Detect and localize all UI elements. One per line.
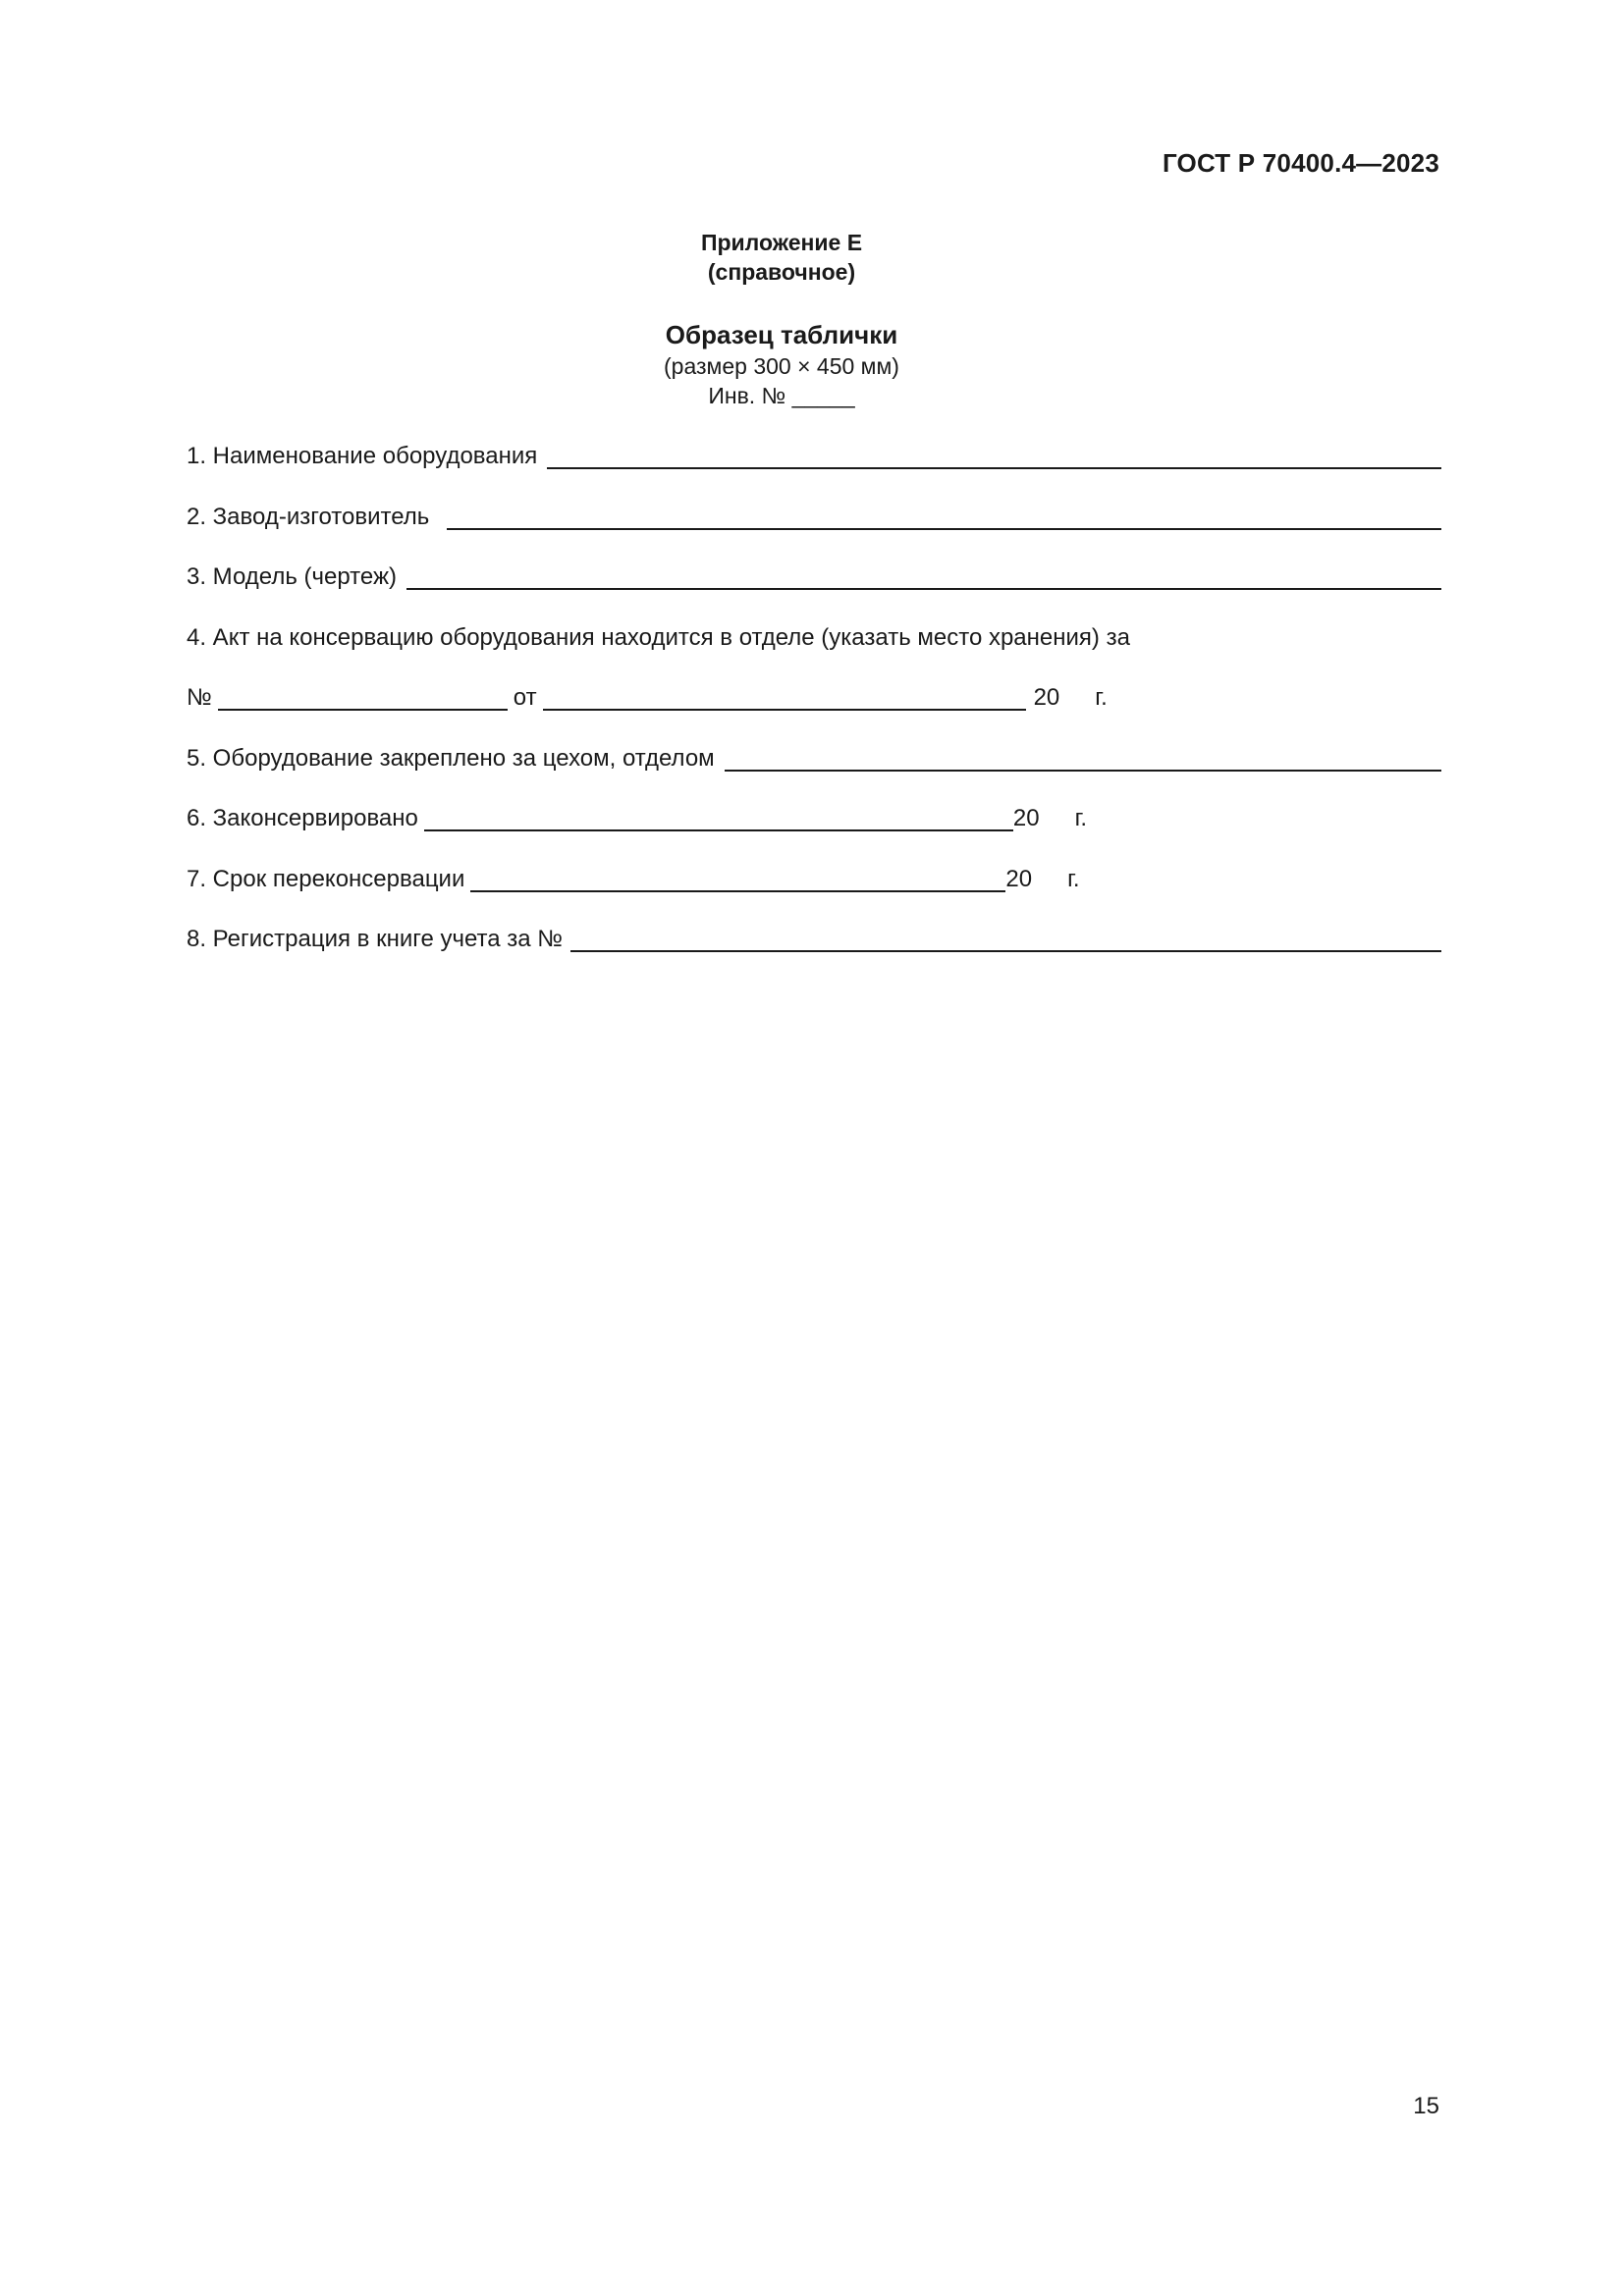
number-sign: № (187, 684, 212, 711)
plate-heading (0, 319, 1624, 410)
blank-line (406, 566, 1441, 590)
plate-size: (размер 300 × 450 мм) (664, 353, 899, 379)
plate-inventory-number: Инв. № _____ (708, 383, 855, 408)
field-equipment-name (187, 440, 1441, 471)
year-prefix: 20 (1005, 866, 1033, 892)
blank-line-date (543, 687, 1026, 711)
year-suffix: г. (1074, 805, 1088, 831)
field-label: 6. Законсервировано (187, 805, 418, 831)
field-registration (187, 923, 1441, 954)
appendix-heading (0, 228, 1624, 287)
blank-line-number (218, 687, 508, 711)
field-conservation-act (187, 621, 1441, 653)
field-label: 7. Срок переконсервации (187, 866, 465, 892)
field-label: 8. Регистрация в книге учета за № (187, 926, 564, 952)
field-conserved-date (187, 802, 1441, 833)
blank-line (470, 869, 1005, 892)
blank-line (725, 748, 1441, 772)
from-label: от (513, 684, 537, 711)
plate-title: Образец таблички (665, 320, 898, 349)
field-label: 3. Модель (чертеж) (187, 563, 398, 590)
field-model (187, 561, 1441, 592)
year-suffix: г. (1095, 684, 1108, 711)
field-label: 5. Оборудование закреплено за цехом, отделом (187, 745, 715, 772)
year-prefix: 20 (1033, 684, 1060, 711)
year-prefix: 20 (1012, 805, 1040, 831)
field-act-number-date (187, 681, 1441, 713)
appendix-title: Приложение Е (700, 230, 863, 255)
document-code: ГОСТ Р 70400.4—2023 (1162, 148, 1439, 178)
field-reconservation-term (187, 863, 1441, 894)
field-assigned-department (187, 742, 1441, 774)
blank-line (547, 446, 1441, 469)
page-number: 15 (1413, 2093, 1439, 2119)
blank-line (447, 507, 1441, 530)
appendix-subtitle: (справочное) (707, 259, 856, 285)
year-suffix: г. (1067, 866, 1080, 892)
field-label: 2. Завод-изготовитель (187, 504, 430, 530)
blank-line (570, 929, 1441, 952)
field-manufacturer (187, 501, 1441, 532)
blank-line (424, 808, 1013, 831)
field-label: 1. Наименование оборудования (187, 443, 538, 469)
field-label: 4. Акт на консервацию оборудования находится в отделе (указать место хранения) за (187, 624, 1130, 651)
